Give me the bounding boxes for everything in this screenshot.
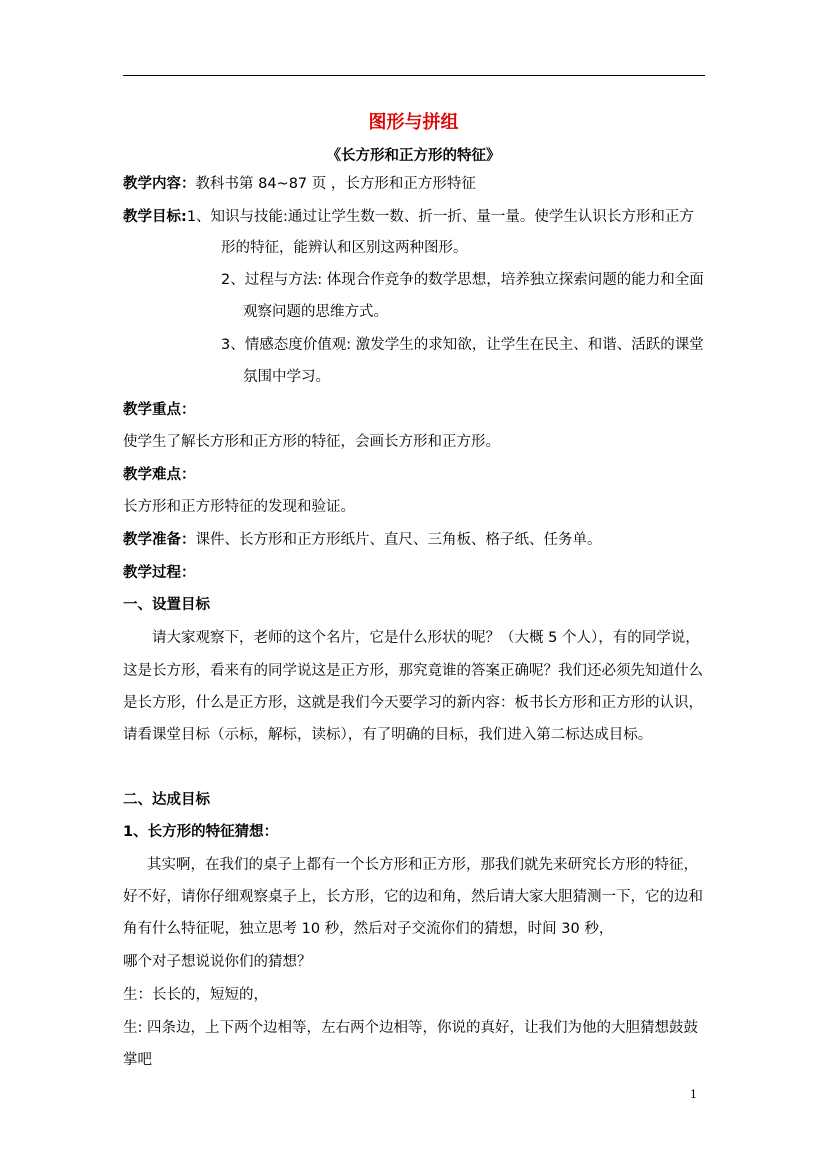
page-number: 1 xyxy=(690,1088,697,1101)
section-2-paragraph-line-2: 好不好，请你仔细观察桌子上，长方形，它的边和角，然后请大家大胆猜测一下，它的边和 xyxy=(123,889,703,905)
preparation-label: 教学准备： xyxy=(123,532,196,548)
goal-2-line-1: 2、过程与方法: 体现合作竞争的数学思想，培养独立探索问题的能力和全面 xyxy=(221,272,704,288)
key-point-label: 教学重点： xyxy=(123,402,196,418)
teaching-content-text: 教科书第 84~87 页 ，长方形和正方形特征 xyxy=(195,176,476,192)
goal-1-line-1: 1、知识与技能:通过让学生数一数、折一折、量一量。使学生认识长方形和正方 xyxy=(186,209,694,225)
teaching-content-label: 教学内容： xyxy=(123,176,196,192)
document-title: 图形与拼组 xyxy=(368,112,459,133)
section-1-paragraph-line-4: 请看课堂目标（示标，解标，读标），有了明确的目标，我们进入第二标达成目标。 xyxy=(123,727,653,743)
goal-3-line-1: 3、情感态度价值观: 激发学生的求知欲，让学生在民主、和谐、活跃的课堂 xyxy=(221,337,704,353)
section-2-paragraph-line-7: 掌吧 xyxy=(123,1052,152,1068)
document-subtitle: 《长方形和正方形的特征》 xyxy=(326,148,501,164)
teaching-content xyxy=(123,174,476,194)
key-point-text: 使学生了解长方形和正方形的特征，会画长方形和正方形。 xyxy=(123,434,500,450)
section-2-paragraph-line-4: 哪个对子想说说你们的猜想？ xyxy=(123,954,312,970)
section-1-paragraph-line-2: 这是长方形，看来有的同学说这是正方形，那究竟谁的答案正确呢？我们还必须先知道什么 xyxy=(123,663,703,679)
section-1-paragraph-line-3: 是长方形，什么是正方形，这就是我们今天要学习的新内容：板书长方形和正方形的认识， xyxy=(123,695,703,711)
teaching-goals-label: 教学目标: xyxy=(123,209,187,225)
teaching-goals-line1 xyxy=(123,207,694,227)
section-2-paragraph-line-1: 其实啊，在我们的桌子上都有一个长方形和正方形，那我们就先来研究长方形的特征， xyxy=(147,857,698,873)
goal-3-line-2: 氛围中学习。 xyxy=(243,369,330,385)
preparation xyxy=(123,530,602,550)
section-2-subheading: 1、长方形的特征猜想： xyxy=(123,824,279,840)
preparation-text: 课件、长方形和正方形纸片、直尺、三角板、格子纸、任务单。 xyxy=(195,532,602,548)
section-2-paragraph-line-6: 生: 四条边，上下两个边相等，左右两个边相等，你说的真好，让我们为他的大胆猜想鼓鼓 xyxy=(123,1020,698,1036)
process-label: 教学过程： xyxy=(123,565,196,581)
goal-2-line-2: 观察问题的思维方式。 xyxy=(243,304,388,320)
section-1-paragraph-line-1: 请大家观察下，老师的这个名片，它是什么形状的呢？（大概 5 个人），有的同学说， xyxy=(152,630,700,646)
section-1-heading: 一、设置目标 xyxy=(123,597,210,613)
section-2-heading: 二、达成目标 xyxy=(123,792,210,808)
header-rule xyxy=(123,75,705,76)
section-2-paragraph-line-3: 角有什么特征呢，独立思考 10 秒，然后对子交流你们的猜想，时间 30 秒， xyxy=(123,921,614,937)
difficulty-text: 长方形和正方形特征的发现和验证。 xyxy=(123,499,355,515)
goal-1-line-2: 形的特征，能辨认和区别这两种图形。 xyxy=(221,240,468,256)
section-2-paragraph-line-5: 生：长长的，短短的， xyxy=(123,987,268,1003)
difficulty-label: 教学难点： xyxy=(123,467,196,483)
